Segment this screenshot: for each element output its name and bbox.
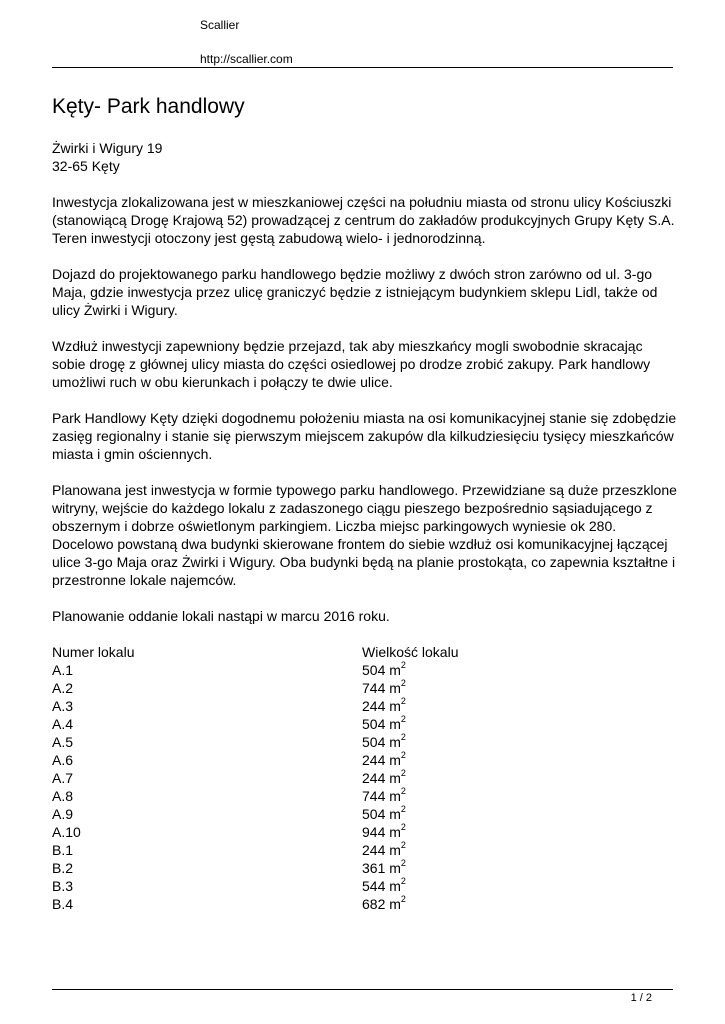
paragraph-passage: Wzdłuż inwestycji zapewniony będzie przejazd, tak aby mieszkańcy mogli swobodnie skracając sobie drogę z głównej ulicy miasta do części osiedlowej po drodze zrobić zakupy. Park handlowy umożliwi ruch w obu kierunkach i połączy te dwie ulice.: [52, 338, 651, 390]
table-row: [52, 805, 458, 823]
unit-size-cell: [362, 715, 458, 733]
unit-size-cell: [362, 805, 458, 823]
table-row: [52, 859, 458, 877]
unit-suffix: m: [389, 806, 401, 822]
document-body: [52, 93, 677, 913]
unit-exponent: 2: [400, 678, 406, 689]
unit-size-value: 504: [362, 806, 386, 822]
unit-suffix: m: [389, 716, 401, 732]
table-row: [52, 895, 458, 913]
page-number: 1 / 2: [630, 992, 652, 1004]
paragraph-reach: Park Handlowy Kęty dzięki dogodnemu położeniu miasta na osi komunikacyjnej stanie się zdobędzie zasięg regionalny i stanie się pierwszym miejscem zakupów dla kilkudziesięciu tysięcy mieszkańców miasta i gmin ościennych.: [52, 410, 677, 462]
unit-number-cell: A.6: [52, 752, 74, 768]
unit-size-cell: [362, 859, 458, 877]
unit-size-cell: [362, 679, 458, 697]
column-header-unit-number: Numer lokalu: [52, 644, 135, 660]
unit-size-cell: [362, 787, 458, 805]
unit-number-cell: A.10: [52, 824, 81, 840]
unit-exponent: 2: [400, 768, 406, 779]
unit-exponent: 2: [400, 714, 406, 725]
unit-size-value: 244: [362, 752, 386, 768]
table-row: [52, 697, 458, 715]
table-row: [52, 769, 458, 787]
unit-size-value: 682: [362, 896, 386, 912]
unit-number-cell: A.3: [52, 698, 74, 714]
unit-size-cell: [362, 769, 458, 787]
unit-number-cell: A.2: [52, 680, 74, 696]
unit-size-value: 944: [362, 824, 386, 840]
address-block: [52, 139, 677, 175]
unit-exponent: 2: [400, 732, 406, 743]
unit-suffix: m: [389, 662, 401, 678]
unit-suffix: m: [389, 752, 401, 768]
units-table: [52, 643, 458, 913]
unit-size-value: 504: [362, 662, 386, 678]
address-street: Żwirki i Wigury 19: [52, 140, 163, 156]
unit-size-value: 504: [362, 716, 386, 732]
unit-exponent: 2: [400, 660, 406, 671]
unit-number-cell: B.4: [52, 896, 74, 912]
unit-suffix: m: [389, 698, 401, 714]
unit-number-cell: A.7: [52, 770, 74, 786]
site-url-link[interactable]: http://scallier.com: [200, 52, 293, 66]
unit-suffix: m: [389, 824, 401, 840]
table-row: [52, 733, 458, 751]
unit-size-cell: [362, 877, 458, 895]
unit-exponent: 2: [400, 786, 406, 797]
unit-size-value: 361: [362, 860, 386, 876]
table-row: [52, 715, 458, 733]
unit-exponent: 2: [400, 750, 406, 761]
unit-size-value: 244: [362, 842, 386, 858]
unit-suffix: m: [389, 842, 401, 858]
header-divider: [52, 67, 673, 68]
table-row: [52, 751, 458, 769]
unit-number-cell: A.9: [52, 806, 74, 822]
units-table-body: [52, 661, 458, 913]
unit-size-value: 244: [362, 698, 386, 714]
unit-exponent: 2: [400, 858, 406, 869]
table-row: [52, 877, 458, 895]
table-header-row: [52, 643, 458, 661]
table-row: [52, 823, 458, 841]
table-row: [52, 679, 458, 697]
unit-size-cell: [362, 841, 458, 859]
unit-number-cell: A.5: [52, 734, 74, 750]
footer-divider: [52, 989, 673, 990]
unit-exponent: 2: [400, 804, 406, 815]
paragraph-opening: Planowanie oddanie lokali nastąpi w marcu 2016 roku.: [52, 608, 390, 624]
unit-exponent: 2: [400, 696, 406, 707]
unit-size-cell: [362, 823, 458, 841]
site-name: Scallier: [200, 18, 240, 32]
unit-number-cell: B.3: [52, 878, 74, 894]
paragraph-plan: Planowana jest inwestycja w formie typowego parku handlowego. Przewidziane są duże przeszklone witryny, wejście do każdego lokalu z zadaszonego ciągu pieszego bezpośrednio sąsiadującego z obszernym i dobrze oświetlonym parkingiem. Liczba miejsc parkingowych wyniesie ok 280. Docelowo powstaną dwa budynki skierowane frontem do siebie wzdłuż osi komunikacyjnej łączącej ulice 3-go Maja oraz Żwirki i Wigury. Oba budynki będą na planie prostokąta, co zapewnia kształtne i przestronne lokale najemców.: [52, 482, 677, 588]
unit-size-value: 544: [362, 878, 386, 894]
unit-suffix: m: [389, 734, 401, 750]
unit-number-cell: B.1: [52, 842, 74, 858]
page-header: [200, 17, 293, 67]
unit-size-cell: [362, 697, 458, 715]
unit-size-cell: [362, 733, 458, 751]
unit-suffix: m: [389, 788, 401, 804]
unit-number-cell: B.2: [52, 860, 74, 876]
unit-size-value: 744: [362, 788, 386, 804]
unit-suffix: m: [389, 770, 401, 786]
unit-number-cell: A.4: [52, 716, 74, 732]
unit-suffix: m: [389, 878, 401, 894]
table-row: [52, 841, 458, 859]
column-header-unit-size: Wielkość lokalu: [362, 644, 459, 660]
unit-size-cell: [362, 661, 458, 679]
unit-size-cell: [362, 895, 458, 913]
unit-size-value: 244: [362, 770, 386, 786]
unit-exponent: 2: [400, 840, 406, 851]
paragraph-location: Inwestycja zlokalizowana jest w mieszkaniowej części na południu miasta od stronu ulicy Kościuszki (stanowiącą Drogę Krajową 52) prowadzącej z centrum do zakładów produkcyjnych Grupy Kęty S.A. Teren inwestycji otoczony jest gęstą zabudową wielo- i jednorodzinną.: [52, 194, 675, 246]
address-city: 32-65 Kęty: [52, 158, 120, 174]
table-row: [52, 787, 458, 805]
unit-suffix: m: [389, 896, 401, 912]
unit-size-value: 744: [362, 680, 386, 696]
unit-size-cell: [362, 751, 458, 769]
paragraph-access: Dojazd do projektowanego parku handlowego będzie możliwy z dwóch stron zarówno od ul. 3-go Maja, gdzie inwestycja przez ulicę graniczyć będzie z istniejącym budynkiem sklepu Lidl, także od ulicy Żwirki i Wigury.: [52, 266, 658, 318]
unit-exponent: 2: [400, 876, 406, 887]
unit-suffix: m: [389, 860, 401, 876]
unit-size-value: 504: [362, 734, 386, 750]
unit-suffix: m: [389, 680, 401, 696]
table-row: [52, 661, 458, 679]
unit-exponent: 2: [400, 822, 406, 833]
document-title: Kęty- Park handlowy: [52, 95, 245, 118]
unit-number-cell: A.1: [52, 662, 74, 678]
unit-exponent: 2: [400, 894, 406, 905]
unit-number-cell: A.8: [52, 788, 74, 804]
